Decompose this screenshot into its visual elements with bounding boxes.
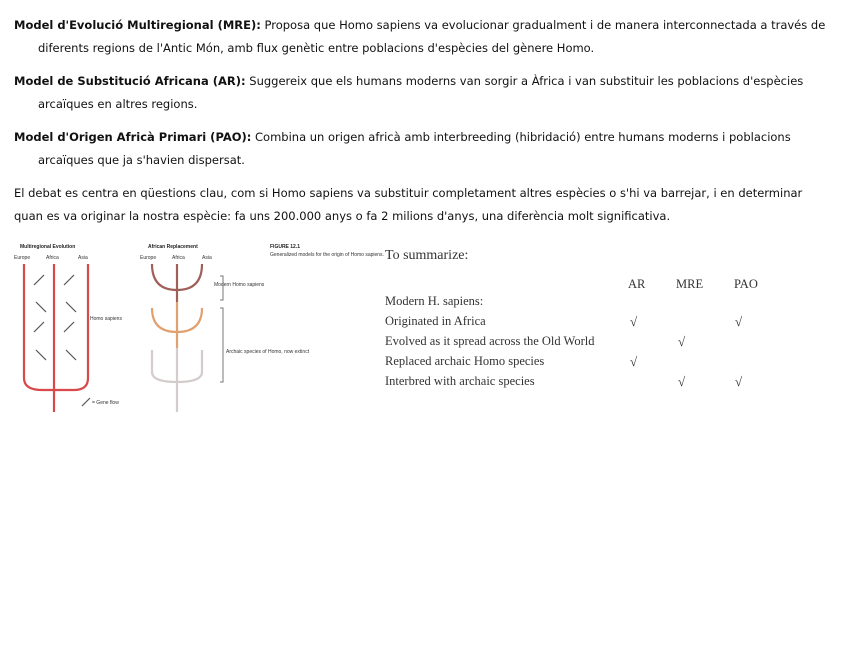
text-pao: Combina un origen africà amb interbreeding (hibridació) entre humans moderns i poblacions arcaïques que ja s'havien dispersat. [38, 130, 791, 167]
multiregional-title: Multiregional Evolution [20, 244, 76, 250]
archaic-lineage [152, 348, 202, 412]
check-mark: √ [735, 374, 743, 389]
term-pao: Model d'Origen Africà Primari (PAO): [14, 130, 252, 144]
row-evolved-spread: Evolved as it spread across the Old World [385, 334, 595, 348]
left-region-asia: Asia [78, 255, 88, 261]
term-mre: Model d'Evolució Multiregional (MRE): [14, 18, 261, 32]
homo-sapiens-label: Homo sapiens [90, 316, 122, 322]
figure-id: FIGURE 12.1 [270, 244, 301, 250]
gene-flow-legend: = Gene flow [92, 400, 119, 406]
archaic-label: Archaic species of Homo, now extinct [226, 349, 310, 355]
archaic-bracket [220, 308, 223, 382]
modern-bracket [220, 276, 223, 300]
mid-region-europe: Europe [140, 255, 157, 261]
paragraph-ar [14, 70, 834, 116]
evolution-models-figure [12, 240, 384, 415]
left-region-europe: Europe [14, 255, 31, 261]
mid-region-africa: Africa [172, 255, 185, 261]
paragraph-mre [14, 14, 834, 60]
column-ar: AR [628, 277, 646, 291]
row-replaced-archaic: Replaced archaic Homo species [385, 354, 545, 368]
figure-caption: Generalized models for the origin of Homo sapiens. [270, 252, 384, 258]
modern-lineage [152, 264, 202, 302]
summary-heading: Modern H. sapiens: [385, 294, 484, 308]
summary-title: To summarize: [385, 248, 469, 263]
row-originated-africa: Originated in Africa [385, 314, 486, 328]
modern-label: Modern Homo sapiens [214, 282, 265, 288]
check-mark: √ [630, 314, 638, 329]
left-region-africa: Africa [46, 255, 59, 261]
paragraph-closing: El debat es centra en qüestions clau, com si Homo sapiens va substituir completament altres espècies o s'hi va barrejar, i en determinar quan es va originar la nostra espècie: fa uns 200.000 anys o fa 2 milions d'anys, una diferència molt significativa. [14, 186, 803, 223]
text-ar: Suggereix que els humans moderns van sorgir a Àfrica i van substituir les poblacions d'espècies arcaïques en altres regions. [38, 74, 804, 111]
check-mark: √ [630, 354, 638, 369]
transition-lineage [152, 302, 202, 348]
term-ar: Model de Substitució Africana (AR): [14, 74, 246, 88]
check-mark: √ [735, 314, 743, 329]
multiregional-lineages [24, 264, 88, 412]
african-replacement-title: African Replacement [148, 244, 198, 250]
gene-flow-legend-icon [82, 398, 90, 406]
column-mre: MRE [676, 277, 704, 291]
summary-table [385, 248, 785, 408]
check-mark: √ [678, 374, 686, 389]
row-interbred-archaic: Interbred with archaic species [385, 374, 535, 388]
text-mre: Proposa que Homo sapiens va evolucionar gradualment i de manera interconnectada a través de diferents regions de l'Antic Món, amb flux genètic entre poblacions d'espècies del gènere Homo. [38, 18, 826, 55]
column-pao: PAO [734, 277, 758, 291]
document-body [14, 14, 834, 238]
paragraph-pao [14, 126, 834, 172]
mid-region-asia: Asia [202, 255, 212, 261]
check-mark: √ [678, 334, 686, 349]
